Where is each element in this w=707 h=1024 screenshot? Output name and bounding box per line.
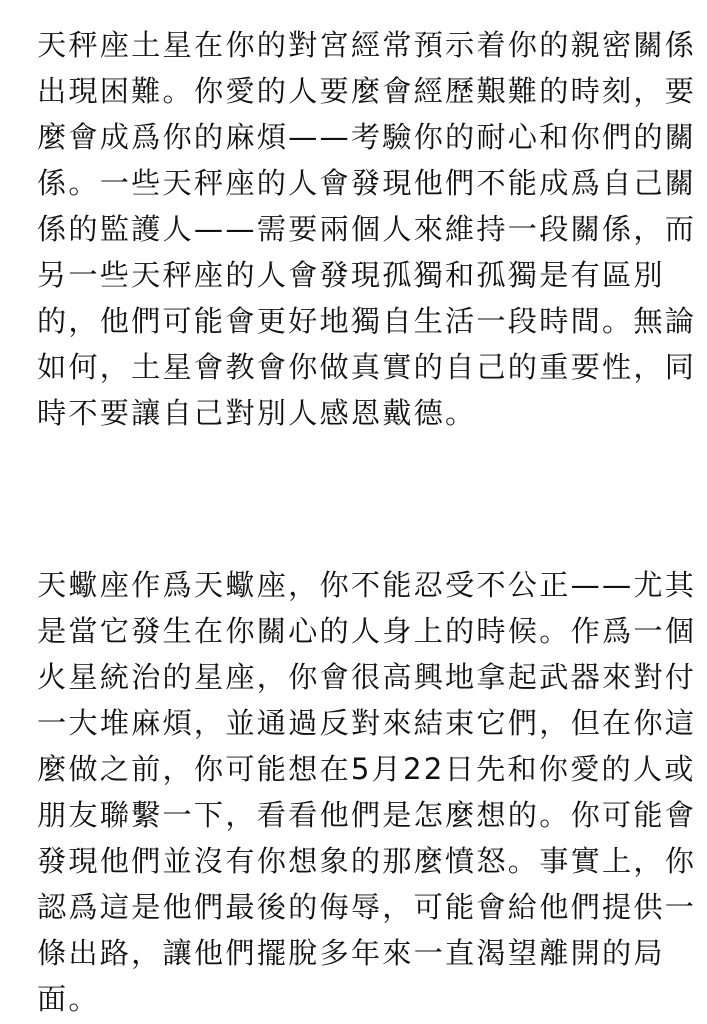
text-line: 朋友聯繫一下，看看他們是怎麼想的。你可能會 [37, 798, 697, 832]
text-line: 如何，土星會教會你做真實的自己的重要性，同 [37, 350, 697, 384]
text-line: 是當它發生在你關心的人身上的時候。作爲一個 [37, 614, 697, 648]
paragraph-scorpio-mars [37, 562, 696, 1022]
text-line: 的，他們可能會更好地獨自生活一段時間。無論 [37, 304, 697, 338]
text-line: 天秤座土星在你的對宮經常預示着你的親密關係 [37, 28, 697, 62]
text-line: 另一些天秤座的人會發現孤獨和孤獨是有區別 [37, 258, 665, 292]
text-line: 條出路，讓他們擺脫多年來一直渴望離開的局 [37, 936, 665, 970]
text-line: 認爲這是他們最後的侮辱，可能會給他們提供一 [37, 890, 697, 924]
paragraph-libra-saturn [37, 22, 696, 436]
text-line: 係。一些天秤座的人會發現他們不能成爲自己關 [37, 166, 697, 200]
text-line: 出現困難。你愛的人要麼會經歷艱難的時刻，要 [37, 74, 697, 108]
text-line: 時不要讓自己對別人感恩戴德。 [37, 396, 477, 430]
text-line: 係的監護人——需要兩個人來維持一段關係，而 [37, 212, 697, 246]
text-line: 一大堆麻煩，並通過反對來結束它們，但在你這 [37, 706, 697, 740]
text-line: 面。 [37, 982, 100, 1016]
text-line: 麼做之前，你可能想在5月22日先和你愛的人或 [37, 752, 696, 786]
text-line: 麼會成爲你的麻煩——考驗你的耐心和你們的關 [37, 120, 697, 154]
text-line: 火星統治的星座，你會很高興地拿起武器來對付 [37, 660, 697, 694]
text-line: 發現他們並沒有你想象的那麼憤怒。事實上，你 [37, 844, 697, 878]
text-line: 天蠍座作爲天蠍座，你不能忍受不公正——尤其 [37, 568, 697, 602]
